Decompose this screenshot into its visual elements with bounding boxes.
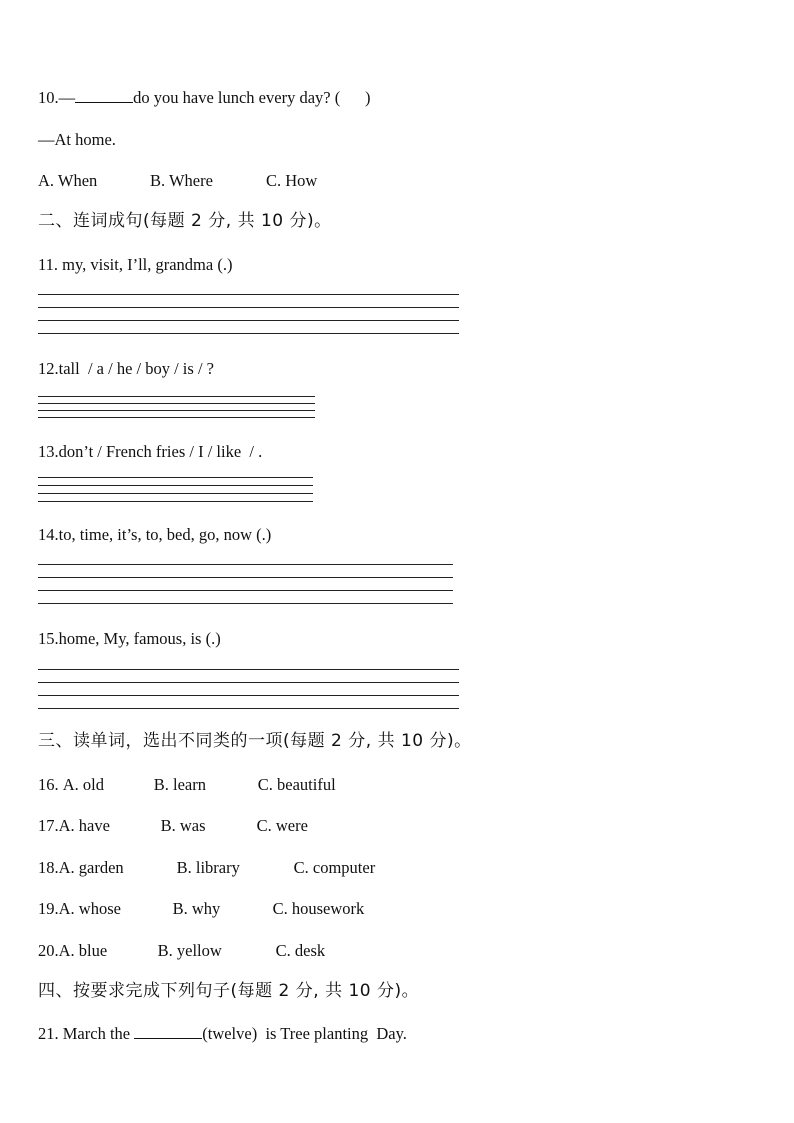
option-b[interactable]: B. why	[172, 899, 221, 918]
option-a[interactable]: A. garden	[58, 858, 124, 877]
option-b[interactable]: B. learn	[153, 775, 206, 794]
section-3-heading: 三、读单词，选出不同类的一项(每题 2 分, 共 10 分)。	[38, 731, 472, 751]
question-16	[38, 775, 336, 795]
answer-line[interactable]	[38, 682, 459, 683]
question-18	[38, 858, 375, 878]
question-number: 20.	[38, 941, 59, 960]
question-11: 11. my, visit, I’ll, grandma (.)	[38, 255, 233, 274]
answer-line[interactable]	[38, 410, 315, 411]
question-13: 13.don’t / French fries / I / like / .	[38, 442, 263, 461]
option-b[interactable]: B. library	[176, 858, 240, 877]
option-c[interactable]: C. housework	[272, 899, 365, 918]
question-12: 12.tall / a / he / boy / is / ?	[38, 359, 214, 378]
answer-line[interactable]	[38, 501, 313, 502]
option-a[interactable]: A. When	[38, 171, 98, 190]
question-number: 10.	[38, 88, 59, 107]
answer-line[interactable]	[38, 294, 459, 295]
section-4-heading: 四、按要求完成下列句子(每题 2 分, 共 10 分)。	[38, 981, 420, 1001]
question-number: 16.	[38, 775, 63, 794]
answer-line[interactable]	[38, 695, 459, 696]
dash: —	[58, 88, 76, 107]
answer-line[interactable]	[38, 417, 315, 418]
question-17	[38, 816, 308, 836]
answer-blank[interactable]	[75, 88, 133, 103]
question-suffix: (twelve) is Tree planting Day.	[202, 1024, 407, 1043]
question-21	[38, 1024, 407, 1044]
section-2-heading: 二、连词成句(每题 2 分, 共 10 分)。	[38, 211, 332, 231]
option-c[interactable]: C. desk	[275, 941, 326, 960]
question-14: 14.to, time, it’s, to, bed, go, now (.)	[38, 525, 272, 544]
answer-line[interactable]	[38, 477, 313, 478]
option-b[interactable]: B. was	[160, 816, 206, 835]
answer-line[interactable]	[38, 590, 453, 591]
question-number: 17.	[38, 816, 59, 835]
option-b[interactable]: B. yellow	[157, 941, 222, 960]
option-c[interactable]: C. How	[266, 171, 318, 190]
answer-line[interactable]	[38, 333, 459, 334]
option-c[interactable]: C. computer	[293, 858, 376, 877]
option-a[interactable]: A. blue	[58, 941, 108, 960]
answer-blank[interactable]	[134, 1024, 202, 1039]
answer-line[interactable]	[38, 564, 453, 565]
question-10-options	[38, 171, 317, 191]
question-20	[38, 941, 325, 961]
option-c[interactable]: C. were	[256, 816, 308, 835]
answer-line[interactable]	[38, 577, 453, 578]
answer-line[interactable]	[38, 493, 313, 494]
answer-line[interactable]	[38, 396, 315, 397]
answer-line[interactable]	[38, 708, 459, 709]
question-text: do you have lunch every day? ( )	[133, 88, 371, 107]
question-19	[38, 899, 364, 919]
answer-line[interactable]	[38, 603, 453, 604]
question-prefix: 21. March the	[38, 1024, 135, 1043]
question-15: 15.home, My, famous, is (.)	[38, 629, 221, 648]
answer-line[interactable]	[38, 307, 459, 308]
option-b[interactable]: B. Where	[150, 171, 213, 190]
option-a[interactable]: A. old	[62, 775, 104, 794]
option-c[interactable]: C. beautiful	[257, 775, 336, 794]
answer-line[interactable]	[38, 485, 313, 486]
question-number: 18.	[38, 858, 59, 877]
option-a[interactable]: A. whose	[58, 899, 121, 918]
question-10-response: —At home.	[38, 130, 116, 149]
option-a[interactable]: A. have	[58, 816, 110, 835]
question-10	[38, 88, 370, 108]
answer-line[interactable]	[38, 669, 459, 670]
question-number: 19.	[38, 899, 59, 918]
answer-line[interactable]	[38, 320, 459, 321]
answer-line[interactable]	[38, 403, 315, 404]
